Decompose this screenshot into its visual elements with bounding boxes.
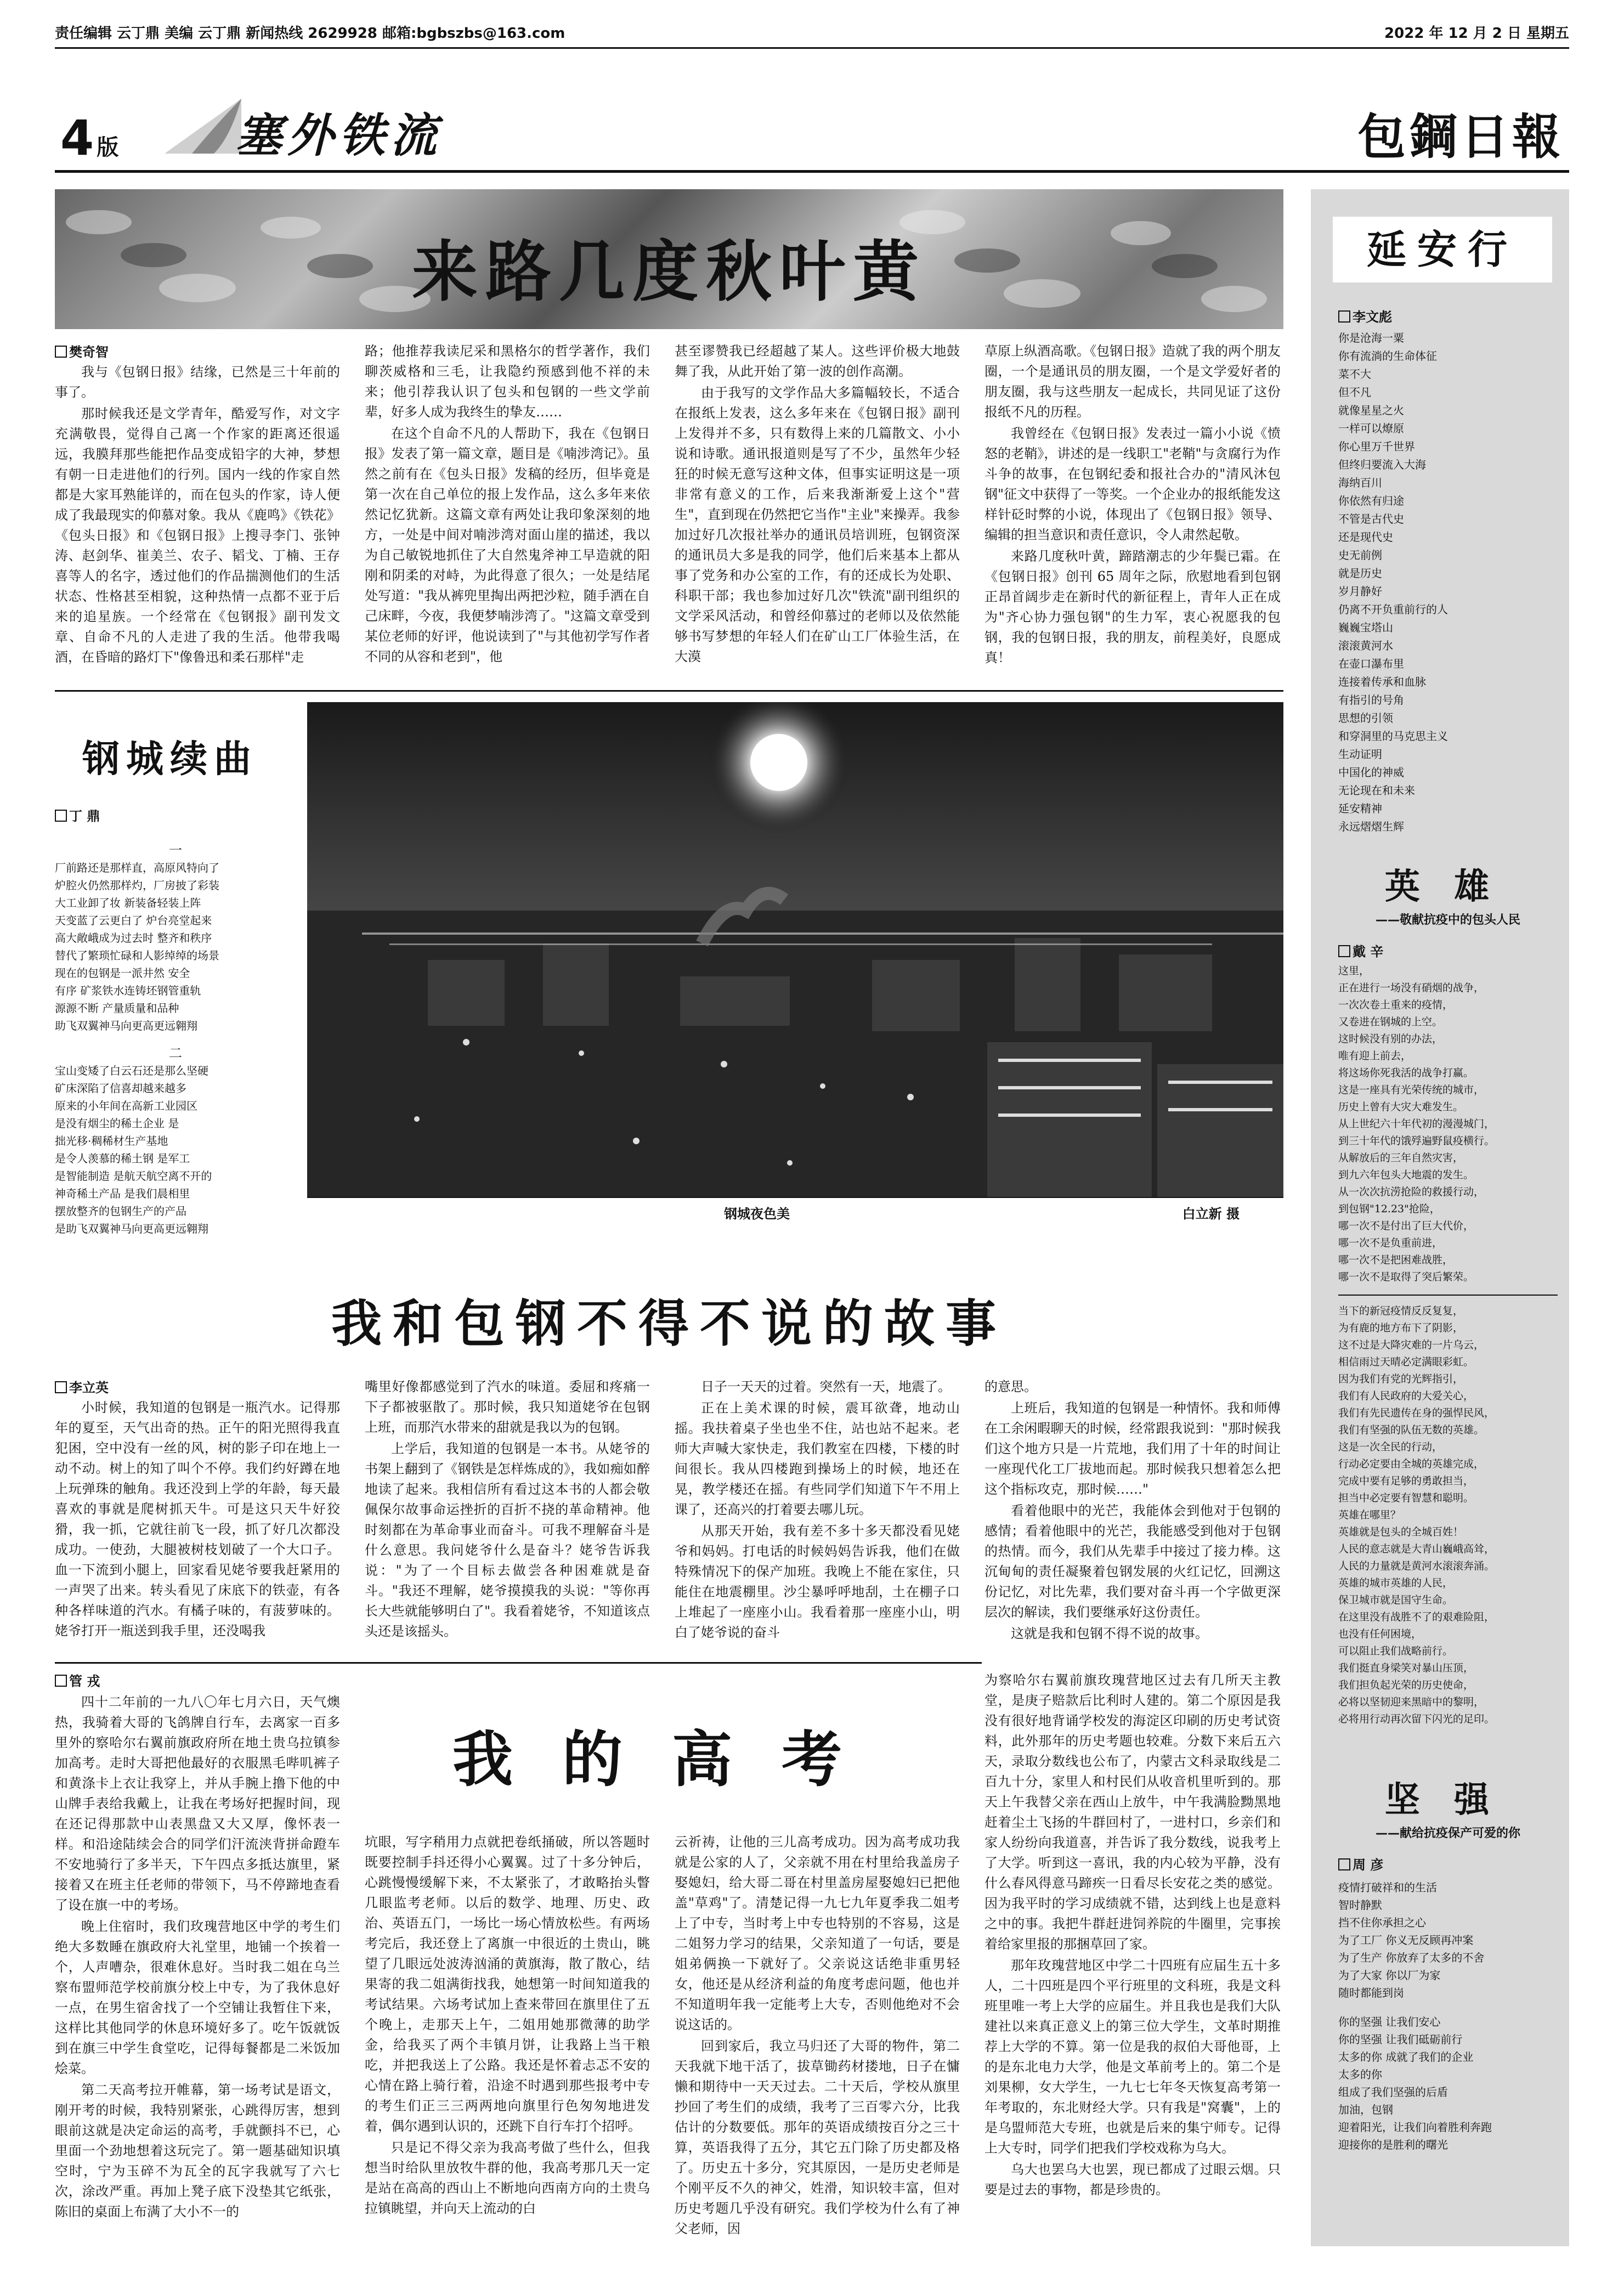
section-title: 塞外铁流 — [236, 108, 443, 162]
editor-line: 责任编辑 云丁鼎 美编 云丁鼎 新闻热线 2629928 邮箱:bgbszbs@163.com — [55, 25, 565, 42]
article1-author: 樊奇智 — [69, 344, 109, 360]
masthead: 包鋼日報 — [1357, 108, 1564, 165]
poem2-byline — [1338, 941, 1383, 960]
article3-col3 — [675, 1832, 960, 2246]
article3-paragraph: 为察哈尔右翼前旗玫瑰营地区过去有几所天主教堂，是庚子赔款后比利时人建的。第二个原因是我没有很好地背诵学校发的海淀区印刷的历史考试资料，此外那年的历史考题也较难。分数下来后五六天，录取分数线也公布了，内蒙古文科录取线是二百九十分，家里人和村民们从收音机里听到的。那天上午我替父亲在西山上放牛，中午我满脸黝黑地赶着尘土飞扬的牛群回村了，一进村口，乡亲们和家人纷纷向我道喜，并告诉了我分数线，说我考上了大学。听到这一喜讯，我的内心较为平静，没有什么春风得意马蹄疾一日看尽长安花之类的感觉。因为我平时的学习成绩就不错，达到线上也是意料之中的事。我把牛群赶进饲养院的牛圈里，完事挨着给家里报的那捆草回了家。 — [984, 1672, 1281, 1952]
article2-author: 李立英 — [69, 1380, 109, 1395]
article1-paragraph: 那时候我还是文学青年，酷爱写作，对文字充满敬畏，觉得自己离一个作家的距离还很遥远，我膜拜那些能把作品变成铅字的大神，梦想有朝一日走进他们的行列。国内一线的作家自然都是大家耳熟能详的，而在包头的作家，诗人便成了我最现实的仰慕对象。我从《鹿鸣》《铁花》《包头日报》和《包钢日报》上搜寻李门、张钟涛、赵剑华、崔美兰、农子、韬戈、丁楠、王存喜等人的名字，透过他们的作品揣测他们的生活状态、性格甚至相貌，这种热情一点都不亚于后来的追星族。一个经常在《包钢报》副刊发文章、自命不凡的人走进了我的生活。他带我喝酒，在昏暗的路灯下"像鲁迅和柔石那样"走 — [55, 406, 340, 665]
poem-gangcheng-title: 钢城续曲 — [82, 738, 258, 781]
byline-box-icon — [55, 1381, 67, 1393]
poem2-text-part1: 这里， 正在进行一场没有硝烟的战争， 一次次卷土重来的疫情， 又卷进在钢城的上空。 这时候没有别的办法， 唯有迎上前去， 将这场你死我活的战争打赢。 这是一座具有光荣传统的城市， 历史上曾有大灾大难发生。 从上世纪六十年代初的漫漫城门， 到三十年代的饿殍遍野鼠疫横行。 从解放后的三年自然灾害， 到九六年包头大地震的发生。 从一次次抗涝抢险的救援行动， 到包钢"12.23"抢险， 哪一次不是付出了巨大代价， 哪一次不是负重前进， 哪一次不是把困难战胜， 哪一次不是取得了突后繁荣。 — [1338, 965, 1495, 1283]
byline-box-icon — [55, 810, 67, 822]
article3-col4 — [984, 1670, 1281, 2246]
poem2-author: 戴 辛 — [1353, 944, 1384, 959]
article1-col1 — [55, 362, 340, 680]
poem2-text-part2: 当下的新冠疫情反反复复， 为有鹿的地方布下了阴影， 这不过是大降灾难的一片乌云， 相信雨过天晴必定满眼彩虹。 因为我们有党的光辉指引， 我们有人民政府的大爱关心， 我们有先民遗传在身的强悍民风， 我们有坚强的队伍无数的英雄。 这是一次全民的行动， 行动必定要由全城的英雄完成， 完成中要有足够的勇敢担当， 担当中必定要有智慧和聪明。 英雄在哪里？ 英雄就是包头的全城百姓！ 人民的意志就是大青山巍峨高耸， 人民的力量就是黄河水滚滚奔涌。 英雄的城市英雄的人民， 保卫城市就是国守生命。 在这里没有战胜不了的艰难险阻， 也没有任何困境， 可以阻止我们战略前行。 我们挺直身梁笑对暴山压顶， 我们担负起光荣的历史使命， 必将以坚韧迎来黑暗中的黎明， 必将用行动再次留下闪光的足印。 — [1338, 1305, 1495, 1725]
article2-col4 — [984, 1377, 1281, 1657]
poem3-text-part2: 你的坚强 让我们安心 你的坚强 让我们砥砺前行 太多的你 成就了我们的企业 太多的你 组成了我们坚强的后盾 加油，包钢 迎着阳光，让我们向着胜利奔跑 迎接你的是胜利的曙光 — [1338, 2015, 1492, 2151]
poem3-subtitle: ——献给抗疫保产可爱的你 — [1375, 1827, 1520, 1840]
article1-paragraph: 由于我写的文学作品大多篇幅较长，不适合在报纸上发表，这么多年来在《包钢日报》副刊上发得并不多，只有数得上来的几篇散文、小小说和诗歌。通讯报道则是写了不少，虽然年少轻狂的时候无意写这种文体，但事实证明这是一项非常有意义的工作，后来我渐渐爱上这个"营生"，直到现在仍然把它当作"主业"来操弄。我参加过好几次报社举办的通讯员培训班，包钢资深的通讯员大多是我的同学，他们后来基本上都从事了党务和办公室的工作，有的还成长为处职、科职干部；我也参加过好几次"铁流"副刊组织的文学采风活动，和曾经仰慕过的老师以及依然能够书写梦想的年轻人们在矿山工厂体验生活，在大漠 — [675, 385, 960, 664]
article2-col2 — [365, 1377, 650, 1657]
page-unit: 版 — [97, 135, 119, 160]
byline-box-icon — [1338, 310, 1350, 323]
poem-part-number: 一 — [169, 843, 182, 858]
article3-col2 — [365, 1832, 650, 2246]
poem2-subtitle: ——敬献抗疫中的包头人民 — [1375, 913, 1520, 927]
leaves-banner-image — [55, 189, 1283, 329]
article3-author: 管 戎 — [69, 1674, 100, 1689]
article3-title: 我的高考 — [452, 1725, 891, 1795]
header-bottom-rule — [55, 170, 1569, 173]
article3-paragraph: 只是记不得父亲为我高考做了些什么，但我想当时给队里放牧牛群的他，我高考那几天一定是站在高高的西山上不断地向西南方向的土贵乌拉镇眺望，并向天上流动的白 — [365, 2140, 650, 2216]
article2-paragraph: 上班后，我知道的包钢是一种情怀。我和师傅在工余闲暇聊天的时候，经常跟我说到："那时候我们这个地方只是一片荒地，我们用了十年的时间让一座现代化工厂拔地而起。那时候我只想着怎么把这个指标攻克，那时候……" — [984, 1400, 1281, 1497]
page-curl-icon — [159, 88, 247, 165]
article1-col3 — [675, 341, 960, 681]
poem3-title: 坚 强 — [1384, 1780, 1501, 1821]
page-number-block — [60, 110, 118, 166]
article1-byline — [55, 341, 109, 360]
steel-city-night-photo — [307, 702, 1283, 1229]
article1-paragraph: 我与《包钢日报》结缘，已然是三十年前的事了。 — [55, 364, 340, 400]
poem1-text: 你是沧海一粟 你有流淌的生命体征 菜不大 但不凡 就像星星之火 一样可以燎原 你心里万千世界 但终归要流入大海 海纳百川 你依然有归途 不管是古代史 还是现代史 史无前例 就是历史 岁月静好 仍离不开负重前行的人 巍巍宝塔山 滚滚黄河水 在壶口瀑布里 连接着传承和血脉 有指引的号角 思想的引领 和穿洞里的马克思主义 生动证明 中国化的神威 无论现在和未来 延安精神 永远熠熠生辉 — [1338, 331, 1448, 833]
article1-title: 来路几度秋叶黄 — [412, 234, 926, 310]
poem1-byline — [1338, 306, 1392, 325]
article3-paragraph: 云祈祷，让他的三儿高考成功。因为高考成功我就是公家的人了，父亲就不用在村里给我盖房子娶媳妇，给大哥二哥在村里盖房屋娶媳妇已把他盖"草鸡"了。清楚记得一九七九年夏季我二姐考上了中专，当时考上中专也特别的不容易，这是二姐努力学习的结果，父亲知道了一句话，要是姐弟俩换一下就好了。父亲说这话绝非重男轻女，他还是从经济利益的角度考虑问题，他也并不知道明年我一定能考上大专，否则他绝对不会说这话的。 — [675, 1834, 960, 2032]
article3-paragraph: 四十二年前的一九八〇年七月六日，天气燠热，我骑着大哥的飞鸽牌自行车，去离家一百多里外的察哈尔右翼前旗政府所在地土贵乌拉镇参加高考。走时大哥把他最好的衣服黑毛哔叽裤子和黄涤卡上衣让我穿上，并从手腕上撸下他的中山牌手表给我戴上，让我在考场好把握时间，现在还记得那款中山表黑盘又大又厚，像怀表一样。和沿途陆续会合的同学们汗流浃背拼命蹬车不安地骑行了多半天，下午四点多抵达旗里，紧接着又在班主任老师的带领下，马不停蹄地查看了设在旗一中的考场。 — [55, 1694, 340, 1913]
article3-paragraph: 晚上住宿时，我们玫瑰营地区中学的考生们绝大多数睡在旗政府大礼堂里，地铺一个挨着一个，人声嘈杂，很难休息好。当时我二姐在乌兰察布盟师范学校前旗分校上中专，为了我休息好一点，在男生宿舍找了一个空铺让我暂住下来，这样比其他同学的休息环境好多了。吃午饭就饭到在旗三中学生食堂吃，记得每餐都是二米饭加烩菜。 — [55, 1919, 340, 2076]
article2-paragraph: 嘴里好像都感觉到了汽水的味道。委屈和疼痛一下子都被驱散了。那时候，我只知道姥爷在包钢上班，而那汽水带来的甜就是我以为的包钢。 — [365, 1379, 650, 1435]
article3-paragraph: 那年玫瑰营地区中学二十四班有应届生五十多人，二十四班是四个平行班里的文科班，我是文科班里唯一考上大学的应届生。并且我也是我们大队建社以来真正意义上的第三位大学生，文革时期推荐上大学的不算。第一位是我的叔伯大哥他哥，上的是东北电力大学，他是文革前考上的。第二个是刘果柳，女大学生，一九七七年冬天恢复高考第一年考取的，东北财经大学。只有我是"窝囊"，上的是乌盟师范大专班，也就是后来的集宁师专。记得上大专时，同学们把我们学校戏称为乌大。 — [984, 1958, 1281, 2156]
article1-bottom-rule — [55, 690, 1283, 692]
article2-paragraph: 这就是我和包钢不得不说的故事。 — [1011, 1626, 1208, 1641]
article2-paragraph: 从那天开始，我有差不多十多天都没看见姥爷和妈妈。打电话的时候妈妈告诉我，他们在做特殊情况下的保产加班。我晚上不能在家住，只能住在地震棚里。沙尘暴呼呼地刮，土在棚子口上堆起了一座座小山。我看着那一座座小山，明白了姥爷说的奋斗 — [675, 1523, 960, 1640]
article3-paragraph: 坑眼，写字稍用力点就把卷纸捅破，所以答题时既要控制手抖还得小心翼翼。过了十多分钟后，心跳慢慢缓解下来，不太紧张了，才敢略抬头瞥几眼监考老师。以后的数学、地理、历史、政治、英语五门，一场比一场心情放松些。有两场考完后，我还登上了离旗一中很近的土贵山，眺望了几眼远处波涛汹涌的黄旗海，散了散心，结果寄的我二姐满街找我，她想第一时间知道我的考试结果。六场考试加上查来带回在旗里住了五个晚上，走那天上午，二姐用她那微薄的助学金，给我买了两个丰镇月饼，让我路上当干粮吃，并把我送上了公路。我还是怀着忐忑不安的心情在路上骑行着，沿途不时遇到那些报考中专的考生们正三三两两地向旗里行色匆匆地进发着，偶尔遇到认识的，还跳下自行车打个招呼。 — [365, 1834, 650, 2134]
poem1-author: 李文彪 — [1353, 309, 1392, 325]
article1-paragraph: 甚至谬赞我已经超越了某人。这些评价极大地鼓舞了我，从此开始了第一波的创作高潮。 — [675, 343, 960, 379]
poem-gangcheng-author: 丁 鼎 — [69, 809, 100, 824]
article1-col4 — [984, 341, 1281, 681]
poem3-text-part1: 疫情打破祥和的生活 智时静默 挡不住你承担之心 为了工厂 你义无反顾再冲案 为了生产 你放弃了太多的不舍 为了大家 你以厂为家 随时都能到岗 — [1338, 1881, 1485, 1999]
article1-col2 — [365, 341, 650, 681]
byline-box-icon — [1338, 1858, 1350, 1870]
article3-paragraph: 回到家后，我立马归还了大哥的物件，第二天我就下地干活了，拔草锄药材搂地，日子在慵懒和期待中一天天过去。二十天后，学校从旗里抄回了考生们的成绩，我考了三百零六分，比我估计的分数要低。那年的英语成绩按百分之三十算，英语我得了五分，其它五门除了历史都及格了。历史五十多分，究其原因，一是历史老师是个刚平反不久的神父，姓滑，知识较丰富，但对历史考题几乎没有研究。我们学校为什么有了神父老师，因 — [675, 2038, 960, 2236]
article2-title: 我和包钢不得不说的故事 — [331, 1295, 1007, 1353]
article2-paragraph: 上学后，我知道的包钢是一本书。从姥爷的书架上翻到了《钢铁是怎样炼成的》，我如痴如醉地读了起来。我相信所有看过这本书的人都会敬佩保尔故事命运挫折的百折不挠的革命精神。他时刻都在为革命事业而奋斗。可我不理解奋斗是什么意思。我问姥爷什么是奋斗？姥爷告诉我说："为了一个目标去做尝各种困难就是奋斗。"我还不理解，姥爷摸摸我的头说："等你再长大些就能够明白了"。我看着姥爷，不知道该点头还是该摇头。 — [365, 1441, 650, 1639]
poem3-byline — [1338, 1854, 1383, 1873]
article2-col1 — [55, 1398, 340, 1655]
poem-gangcheng-part1: 厂前路还是那样直，高原风特向了 炉腔火仍然那样灼，厂房披了彩装 大工业卸了妆 新装备轻装上阵 天变蓝了云更白了 炉台亮堂起来 高大敞峨成为过去时 整齐和秩序 替代了繁琐忙碌和人影绰绰的场景 现在的包钢是一派井然 安全 有序 矿浆铁水连铸坯钢管重轨 源源不断 产量质量和品种 助飞双翼神马向更高更远翱翔 — [55, 861, 219, 1032]
article2-paragraph: 看着他眼中的光芒，我能体会到他对于包钢的感情；看着他眼中的光芒，我能感受到他对于包钢的热情。而今，我们从先辈手中接过了接力棒。这沉甸甸的责任凝聚着包钢发展的火红记忆，回溯这份记忆，对比先辈，我们要对奋斗再一个字做更深层次的解读，我们要继承好这份责任。 — [984, 1503, 1281, 1620]
issue-date: 2022 年 12 月 2 日 星期五 — [1384, 25, 1569, 42]
article2-byline — [55, 1377, 109, 1396]
article2-bottom-rule — [55, 1662, 982, 1664]
byline-box-icon — [1338, 945, 1350, 957]
poem2-divider — [1338, 1295, 1558, 1296]
article2-paragraph: 的意思。 — [984, 1379, 1037, 1394]
photo-caption: 钢城夜色美 — [724, 1206, 790, 1222]
photo-credit: 白立新 摄 — [1182, 1206, 1240, 1222]
article1-paragraph: 草原上纵酒高歌。《包钢日报》造就了我的两个朋友圈，一个是通讯员的朋友圈，一个是文学爱好者的朋友圈，我与这些朋友一起成长，共同见证了这份报纸不凡的历程。 — [984, 343, 1281, 420]
header-top-rule — [55, 47, 1569, 49]
poem2-title: 英 雄 — [1384, 867, 1501, 907]
poem3-author: 周 彦 — [1353, 1857, 1384, 1873]
page-number: 4 — [60, 110, 94, 166]
byline-box-icon — [55, 1675, 67, 1687]
article3-paragraph: 第二天高考拉开帷幕，第一场考试是语文，刚开考的时候，我特别紧张，心跳得厉害，想到眼前这就是决定命运的高考，手就颤抖不已，心里面一个劲地想着这玩完了。第一题基础知识填空时，宁为玉碎不为瓦全的瓦字我就写了六七次，涂改严重。再加上凳子底下没垫其它纸张，陈旧的桌面上布满了大小不一的 — [55, 2082, 340, 2219]
article2-paragraph: 正在上美术课的时候，震耳欲聋，地动山摇。我扶着桌子坐也坐不住，站也站不起来。老师大声喊大家快走，我们教室在四楼，下楼的时间很长。我从四楼跑到操场上的时候，地还在晃，教学楼还在摇。有些同学们知道下午不用上课了，还高兴的打着要去哪儿玩。 — [675, 1400, 960, 1517]
byline-box-icon — [55, 346, 67, 358]
poem-part-number: 二 — [169, 1045, 182, 1061]
article1-paragraph: 路；他推荐我读尼采和黑格尔的哲学著作，我们聊茨威格和三毛，让我隐约预感到他不祥的未来；他引荐我认识了包头和包钢的一些文学前辈，好多人成为我终生的挚友…… — [365, 343, 650, 420]
article2-paragraph: 小时候，我知道的包钢是一瓶汽水。记得那年的夏至，天气出奇的热。正午的阳光照得我直犯困，空中没有一丝的风，树的影子印在地上一动不动。树上的知了叫个不停。我们约好蹲在地上玩弹珠的触角。我还没到上学的年龄，每天最喜欢的事就是爬树抓天牛。可是这只天牛好狡猾，我一抓，它就往前飞一段，抓了好几次都没成功。一使劲，大腿被树枝划破了一个大口子。血一下流到小腿上，回家看见姥爷要我赶紧用的一声哭了出来。转头看见了床底下的铁壶，有各种各样味道的汽水。有橘子味的，有菠萝味的。姥爷打开一瓶送到我手里，还没喝我 — [55, 1400, 340, 1638]
article2-col3 — [675, 1377, 960, 1657]
article1-paragraph: 在这个自命不凡的人帮助下，我在《包钢日报》发表了第一篇文章，题目是《喃涉湾记》。虽然之前有在《包头日报》发稿的经历，但毕竟是第一次在自己单位的报上发作品，这么多年来依然记忆犹新。这篇文章有两处让我印象深刻的地方，一处是中间对喃涉湾对面山崖的描述，我以为自己敏锐地抓住了大自然鬼斧神工早造就的阳刚和阴柔的对峙，为此得意了很久；一处是结尾处写道："我从裤兜里掏出两把沙粒，随手洒在自己床畔，今夜，我便梦喃涉湾了。"这篇文章受到某位老师的好评，他说读到了"与其他初学写作者不同的从容和老到"，他 — [365, 426, 650, 664]
article1-paragraph: 我曾经在《包钢日报》发表过一篇小小说《愤怒的老鞘》，讲述的是一线职工"老鞘"与贪腐行为作斗争的故事，在包钢纪委和报社合办的"清风沐包钢"征文中获得了一等奖。一个企业办的报纸能发这样针砭时弊的小说，体现出了《包钢日报》领导、编辑的担当意识和责任意识，令人肃然起敬。 — [984, 426, 1281, 542]
article3-paragraph: 乌大也罢乌大也罢，现已都成了过眼云烟。只要是过去的事物，都是珍贵的。 — [984, 2162, 1281, 2197]
poem1-title: 延安行 — [1366, 227, 1518, 273]
poem-gangcheng-byline — [55, 805, 100, 824]
article2-paragraph: 日子一天天的过着。突然有一天，地震了。 — [701, 1379, 951, 1394]
poem-gangcheng-part2: 宝山变矮了白云石还是那么坚硬 矿床深陷了信喜却越来越多 原来的小年间在高新工业园区 是没有烟尘的稀土企业 是 拙光移·稠稀材生产基地 是令人羡慕的稀土钢 是军工 是智能制造 是航天航空离不开的 神奇稀土产品 是我们晨相里 摆放整齐的包钢生产的产品 是助飞双翼神马向更高更远翱翔 — [55, 1064, 212, 1235]
poem1-title-box — [1333, 217, 1552, 282]
article3-byline — [55, 1670, 100, 1689]
article3-col1 — [55, 1692, 340, 2246]
article1-paragraph: 来路几度秋叶黄，蹄踏潮志的少年鬓已霜。在《包钢日报》创刊 65 周年之际，欣慰地看到包钢正昂首阔步走在新时代的新征程上，青年人正在成为"齐心协力强包钢"的生力军，衷心祝愿我的包钢，我的包钢日报，我的朋友，前程美好，良愿成真！ — [984, 549, 1281, 665]
